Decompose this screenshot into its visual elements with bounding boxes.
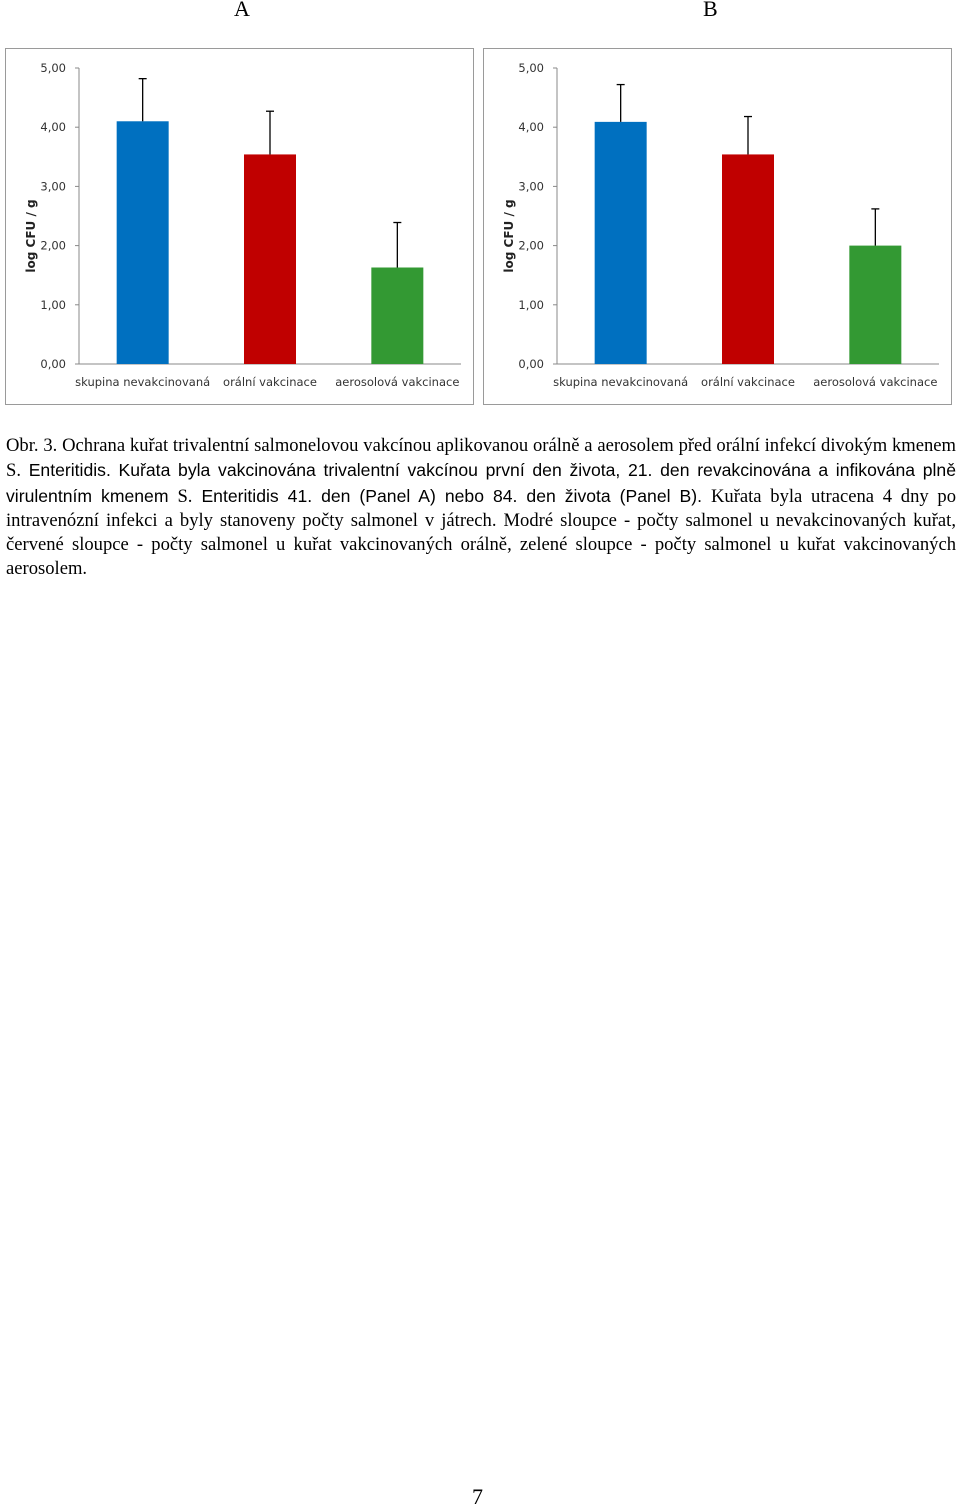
page-number: 7 bbox=[472, 1484, 483, 1509]
panel-label-a: A bbox=[234, 0, 250, 21]
y-tick-label: 1,00 bbox=[518, 297, 544, 312]
bar-chart-a bbox=[6, 49, 473, 404]
caption-species-1: S. bbox=[6, 460, 21, 482]
y-tick-label: 4,00 bbox=[518, 120, 544, 135]
y-tick-label: 4,00 bbox=[40, 120, 66, 135]
bar-chart-b bbox=[484, 49, 951, 404]
bar-2 bbox=[244, 154, 296, 364]
y-axis-title: log CFU / g bbox=[24, 199, 38, 273]
bar-2 bbox=[722, 154, 774, 364]
category-label: aerosolová vakcinace bbox=[335, 375, 460, 389]
y-tick-label: 1,00 bbox=[40, 297, 66, 312]
category-label: skupina nevakcinovaná bbox=[553, 375, 689, 389]
figure-caption bbox=[6, 434, 956, 582]
caption-species-2: S. bbox=[177, 485, 193, 507]
category-label: orální vakcinace bbox=[701, 375, 795, 389]
y-tick-label: 2,00 bbox=[518, 238, 544, 253]
y-tick-label: 2,00 bbox=[40, 238, 66, 253]
bar-3 bbox=[849, 246, 901, 364]
bar-3 bbox=[371, 268, 423, 364]
y-tick-label: 0,00 bbox=[40, 357, 66, 371]
bar-1 bbox=[595, 122, 647, 364]
category-label: orální vakcinace bbox=[223, 375, 317, 389]
y-tick-label: 5,00 bbox=[518, 61, 544, 75]
y-tick-label: 3,00 bbox=[518, 179, 544, 194]
y-tick-label: 3,00 bbox=[40, 179, 66, 194]
category-label: aerosolová vakcinace bbox=[813, 375, 938, 389]
caption-part-5: Kuřata byla utracena 4 dny po intravenózní infekci a byly stanoveny počty salmonel v játrech. Modré sloupce - počty salmonel u nevakcinovaných kuřat, červené sloupce - počty salmonel u kuřat vakcinovaných orálně, zelené sloupce - počty salmonel u kuřat vakcinovaných aerosolem. bbox=[6, 485, 956, 580]
y-tick-label: 0,00 bbox=[518, 357, 544, 371]
caption-part-1: Obr. 3. Ochrana kuřat trivalentní salmonelovou vakcínou aplikovanou orálně a aerosolem před orální infekcí divokým kmenem bbox=[6, 435, 956, 456]
caption-part-3: revakcinována a infikována plně virulentním kmenem bbox=[6, 460, 956, 506]
category-label: skupina nevakcinovaná bbox=[75, 375, 211, 389]
y-axis-title: log CFU / g bbox=[502, 199, 516, 273]
chart-panel-b bbox=[483, 48, 952, 405]
chart-panel-a bbox=[5, 48, 474, 405]
bar-1 bbox=[117, 121, 169, 364]
caption-part-2: Enteritidis. Kuřata byla vakcinována trivalentní vakcínou první den života, 21. den bbox=[21, 460, 698, 481]
panel-label-b: B bbox=[703, 0, 718, 21]
caption-part-4: Enteritidis 41. den (Panel A) nebo 84. den života (Panel B). bbox=[192, 485, 711, 506]
y-tick-label: 5,00 bbox=[40, 61, 66, 75]
